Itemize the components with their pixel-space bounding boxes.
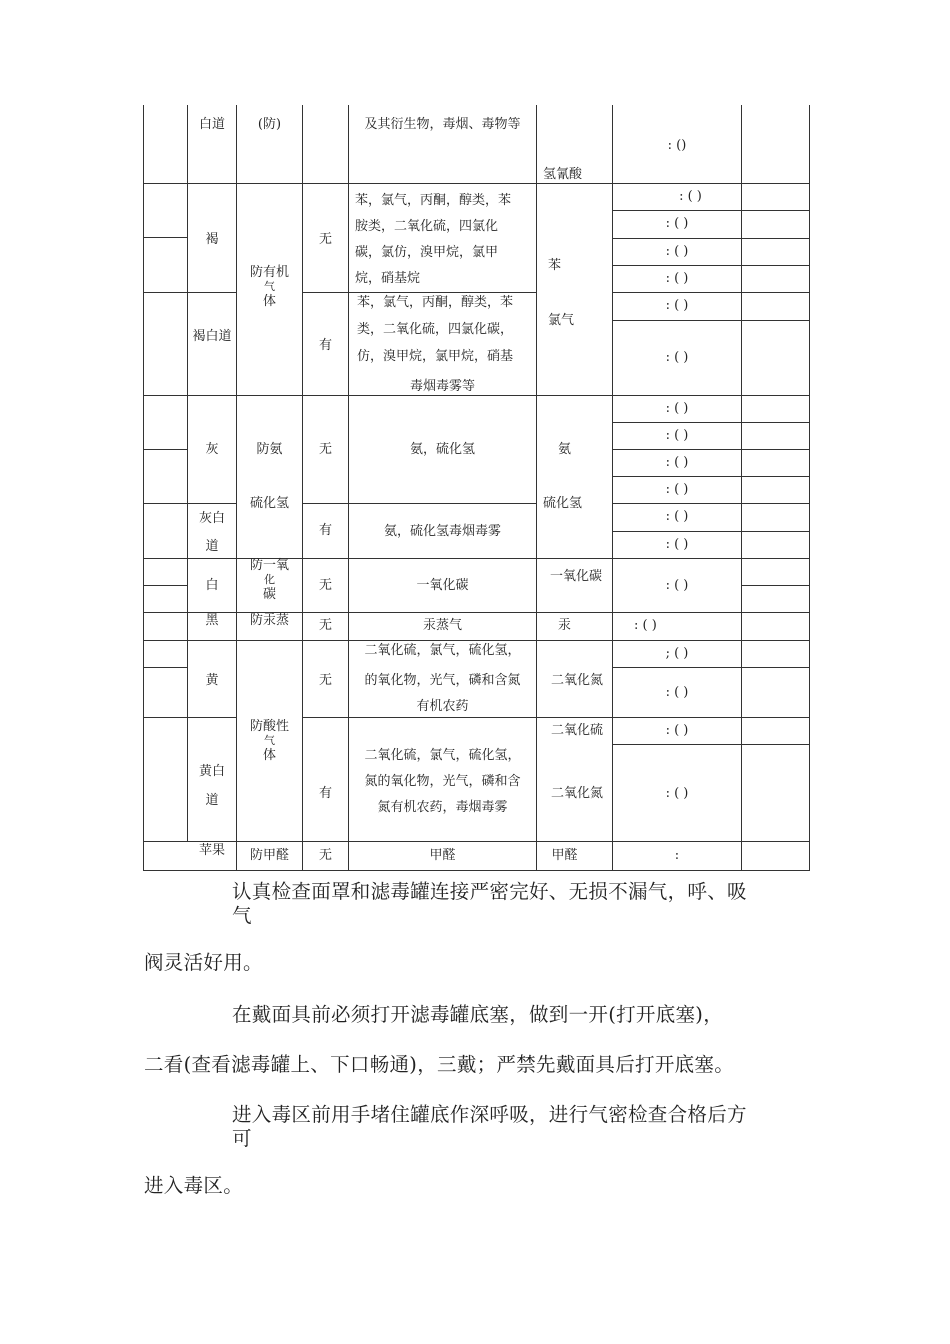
filter-type-line: 化 xyxy=(264,573,275,586)
paragraph-line: 在戴面具前必须打开滤毒罐底塞，做到一开(打开底塞)， xyxy=(232,1003,724,1026)
protection-time: : ( ) xyxy=(665,537,689,552)
color-label: 白道 xyxy=(198,117,225,132)
filter-status: 无 xyxy=(318,442,332,457)
color-label-part: 苹果 xyxy=(198,843,225,858)
protection-time: : ( ) xyxy=(665,271,689,286)
protection-time: : ( ) xyxy=(634,618,657,633)
table-border xyxy=(741,105,742,871)
protected-contents: 一氧化碳 xyxy=(416,578,469,593)
filter-status: 有 xyxy=(318,523,332,538)
protection-time: : ( ) xyxy=(679,189,702,204)
filter-type-line: 防酸性 xyxy=(249,719,289,734)
filter-type-line: 体 xyxy=(262,294,276,309)
protected-contents: 氨，硫化氢毒烟毒雾 xyxy=(383,524,501,539)
contents-line: 烷，硝基烷 xyxy=(355,271,421,286)
test-agent: 二氧化氮 xyxy=(550,786,603,801)
filter-type-line: 气 xyxy=(264,734,275,747)
protection-time: : ( ) xyxy=(665,455,689,470)
color-label-line: 灰白 xyxy=(198,511,225,526)
paragraph-line: 进入毒区。 xyxy=(144,1174,244,1197)
protection-time: : ( ) xyxy=(665,428,689,443)
protected-contents: 及其衍生物，毒烟、毒物等 xyxy=(364,117,521,132)
table-border xyxy=(143,449,187,450)
protection-time: : ( ) xyxy=(665,482,689,497)
table-border xyxy=(143,237,187,238)
protection-time: : ( ) xyxy=(665,685,689,700)
paragraph-line: 认真检查面罩和滤毒罐连接严密完好、无损不漏气，呼、吸 xyxy=(232,880,747,903)
table-border xyxy=(302,105,303,871)
filter-type xyxy=(237,557,302,613)
test-agent: 二氧化硫 xyxy=(550,723,603,738)
contents-line: 有机农药 xyxy=(416,699,469,714)
color-label xyxy=(188,757,236,815)
table-border xyxy=(612,744,810,745)
color-label-line: 黄白 xyxy=(198,764,225,779)
protection-time: ; ( ) xyxy=(665,646,689,661)
table-border xyxy=(536,105,537,871)
paragraph-line: 二看(查看滤毒罐上、下口畅通)，三戴；严禁先戴面具后打开底塞。 xyxy=(144,1053,735,1076)
color-label: 灰 xyxy=(205,442,219,457)
table-border xyxy=(143,585,187,586)
protection-time: : ( ) xyxy=(665,298,689,313)
filter-status: 无 xyxy=(318,848,332,863)
color-label xyxy=(188,612,236,640)
test-agent: 二氧化氮 xyxy=(550,673,603,688)
table-border xyxy=(143,841,810,842)
filter-type: 防氨 xyxy=(256,442,283,457)
table-border xyxy=(143,292,236,293)
protection-time: : ( ) xyxy=(665,350,689,365)
test-agent: 苯 xyxy=(548,258,562,273)
contents-line: 碳，氯仿，溴甲烷，氯甲 xyxy=(355,245,499,260)
protection-time: : ( ) xyxy=(665,723,689,738)
protected-contents xyxy=(349,638,536,720)
color-label-line: 道 xyxy=(205,539,219,554)
table-border xyxy=(143,667,187,668)
filter-status: 无 xyxy=(318,618,332,633)
protected-contents: 氨，硫化氢 xyxy=(409,442,475,457)
table-border xyxy=(143,717,236,718)
contents-line: 胺类，二氧化硫，四氯化 xyxy=(355,219,499,234)
filter-type: (防) xyxy=(257,117,282,132)
table-border xyxy=(612,320,810,321)
contents-line: 苯，氯气，丙酮，醇类，苯 xyxy=(357,295,514,310)
color-label xyxy=(188,505,236,561)
color-label: 褐 xyxy=(205,232,219,247)
filter-status: 有 xyxy=(318,338,332,353)
protected-contents xyxy=(349,743,536,821)
contents-line: 二氧化硫，氯气，硫化氢， xyxy=(364,748,521,763)
protection-time: : xyxy=(674,848,680,863)
color-label-line: 道 xyxy=(205,793,219,808)
filter-type-line: 碳 xyxy=(262,587,276,602)
color-label-part: 黑 xyxy=(205,613,219,628)
filter-status: 无 xyxy=(318,232,332,247)
color-label xyxy=(188,841,236,870)
table-border xyxy=(187,105,188,841)
test-agent: 甲醛 xyxy=(551,848,578,863)
protected-contents xyxy=(357,289,513,370)
contents-line: 的氧化物，光气，磷和含氮 xyxy=(364,673,521,688)
protection-time: : ( ) xyxy=(665,401,689,416)
protection-time: : ( ) xyxy=(665,509,689,524)
color-label: 白 xyxy=(205,578,219,593)
protection-time: : ( ) xyxy=(665,578,689,593)
contents-line: 氮的氧化物，光气，磷和含 xyxy=(364,774,521,789)
filter-status: 有 xyxy=(318,786,332,801)
filter-type xyxy=(237,718,302,764)
protection-time: : ( ) xyxy=(665,786,689,801)
contents-line: 类，二氧化硫，四氯化碳， xyxy=(357,322,514,337)
paragraph-line: 阀灵活好用。 xyxy=(144,951,263,974)
filter-type-line: 气 xyxy=(264,280,275,293)
color-label: 黄 xyxy=(205,673,219,688)
protection-time: : ( ) xyxy=(665,216,689,231)
filter-type-line: 防一氧 xyxy=(249,558,289,573)
protected-contents: 汞蒸气 xyxy=(422,618,462,633)
paragraph-line: 气 xyxy=(232,904,252,927)
color-label-part: 褐白道 xyxy=(192,329,232,344)
test-agent: 氢氰酸 xyxy=(543,167,583,182)
contents-line: 苯，氯气，丙酮，醇类，苯 xyxy=(355,193,512,208)
filter-type: 防甲醛 xyxy=(249,848,289,863)
table-border xyxy=(143,105,144,871)
table-border xyxy=(741,585,810,586)
filter-status: 无 xyxy=(318,673,332,688)
table-border xyxy=(612,667,810,668)
contents-line: 氮有机农药，毒烟毒雾 xyxy=(377,800,508,815)
test-agent: 氨 xyxy=(557,442,571,457)
filter-type xyxy=(237,612,302,640)
protection-time: : () xyxy=(667,138,687,153)
contents-line: 仿，溴甲烷，氯甲烷，硝基 xyxy=(357,349,514,364)
filter-type: 硫化氢 xyxy=(249,496,289,511)
filter-type-line: 体 xyxy=(262,748,276,763)
paragraph-line: 进入毒区前用手堵住罐底作深呼吸，进行气密检查合格后方 xyxy=(232,1103,747,1126)
table-border xyxy=(143,503,236,504)
protected-contents-tail: 毒烟毒雾等 xyxy=(409,379,475,394)
filter-type-part: 防汞蒸 xyxy=(249,613,289,628)
filter-type-line: 防有机 xyxy=(249,265,289,280)
test-agent: 汞 xyxy=(557,618,571,633)
test-agent: 硫化氢 xyxy=(542,496,582,511)
color-label xyxy=(188,326,236,347)
contents-line: 二氧化硫，氯气，硫化氢， xyxy=(364,643,521,658)
table-border xyxy=(302,503,537,504)
filter-type xyxy=(237,264,302,310)
protected-contents: 甲醛 xyxy=(429,848,456,863)
test-agent: 一氧化碳 xyxy=(549,569,602,584)
table-border xyxy=(143,870,810,871)
table-border xyxy=(809,105,810,871)
paragraph-line: 可 xyxy=(232,1127,252,1150)
test-agent: 氯气 xyxy=(548,313,575,328)
protection-time: : ( ) xyxy=(665,244,689,259)
protected-contents xyxy=(355,188,511,292)
filter-status: 无 xyxy=(318,578,332,593)
